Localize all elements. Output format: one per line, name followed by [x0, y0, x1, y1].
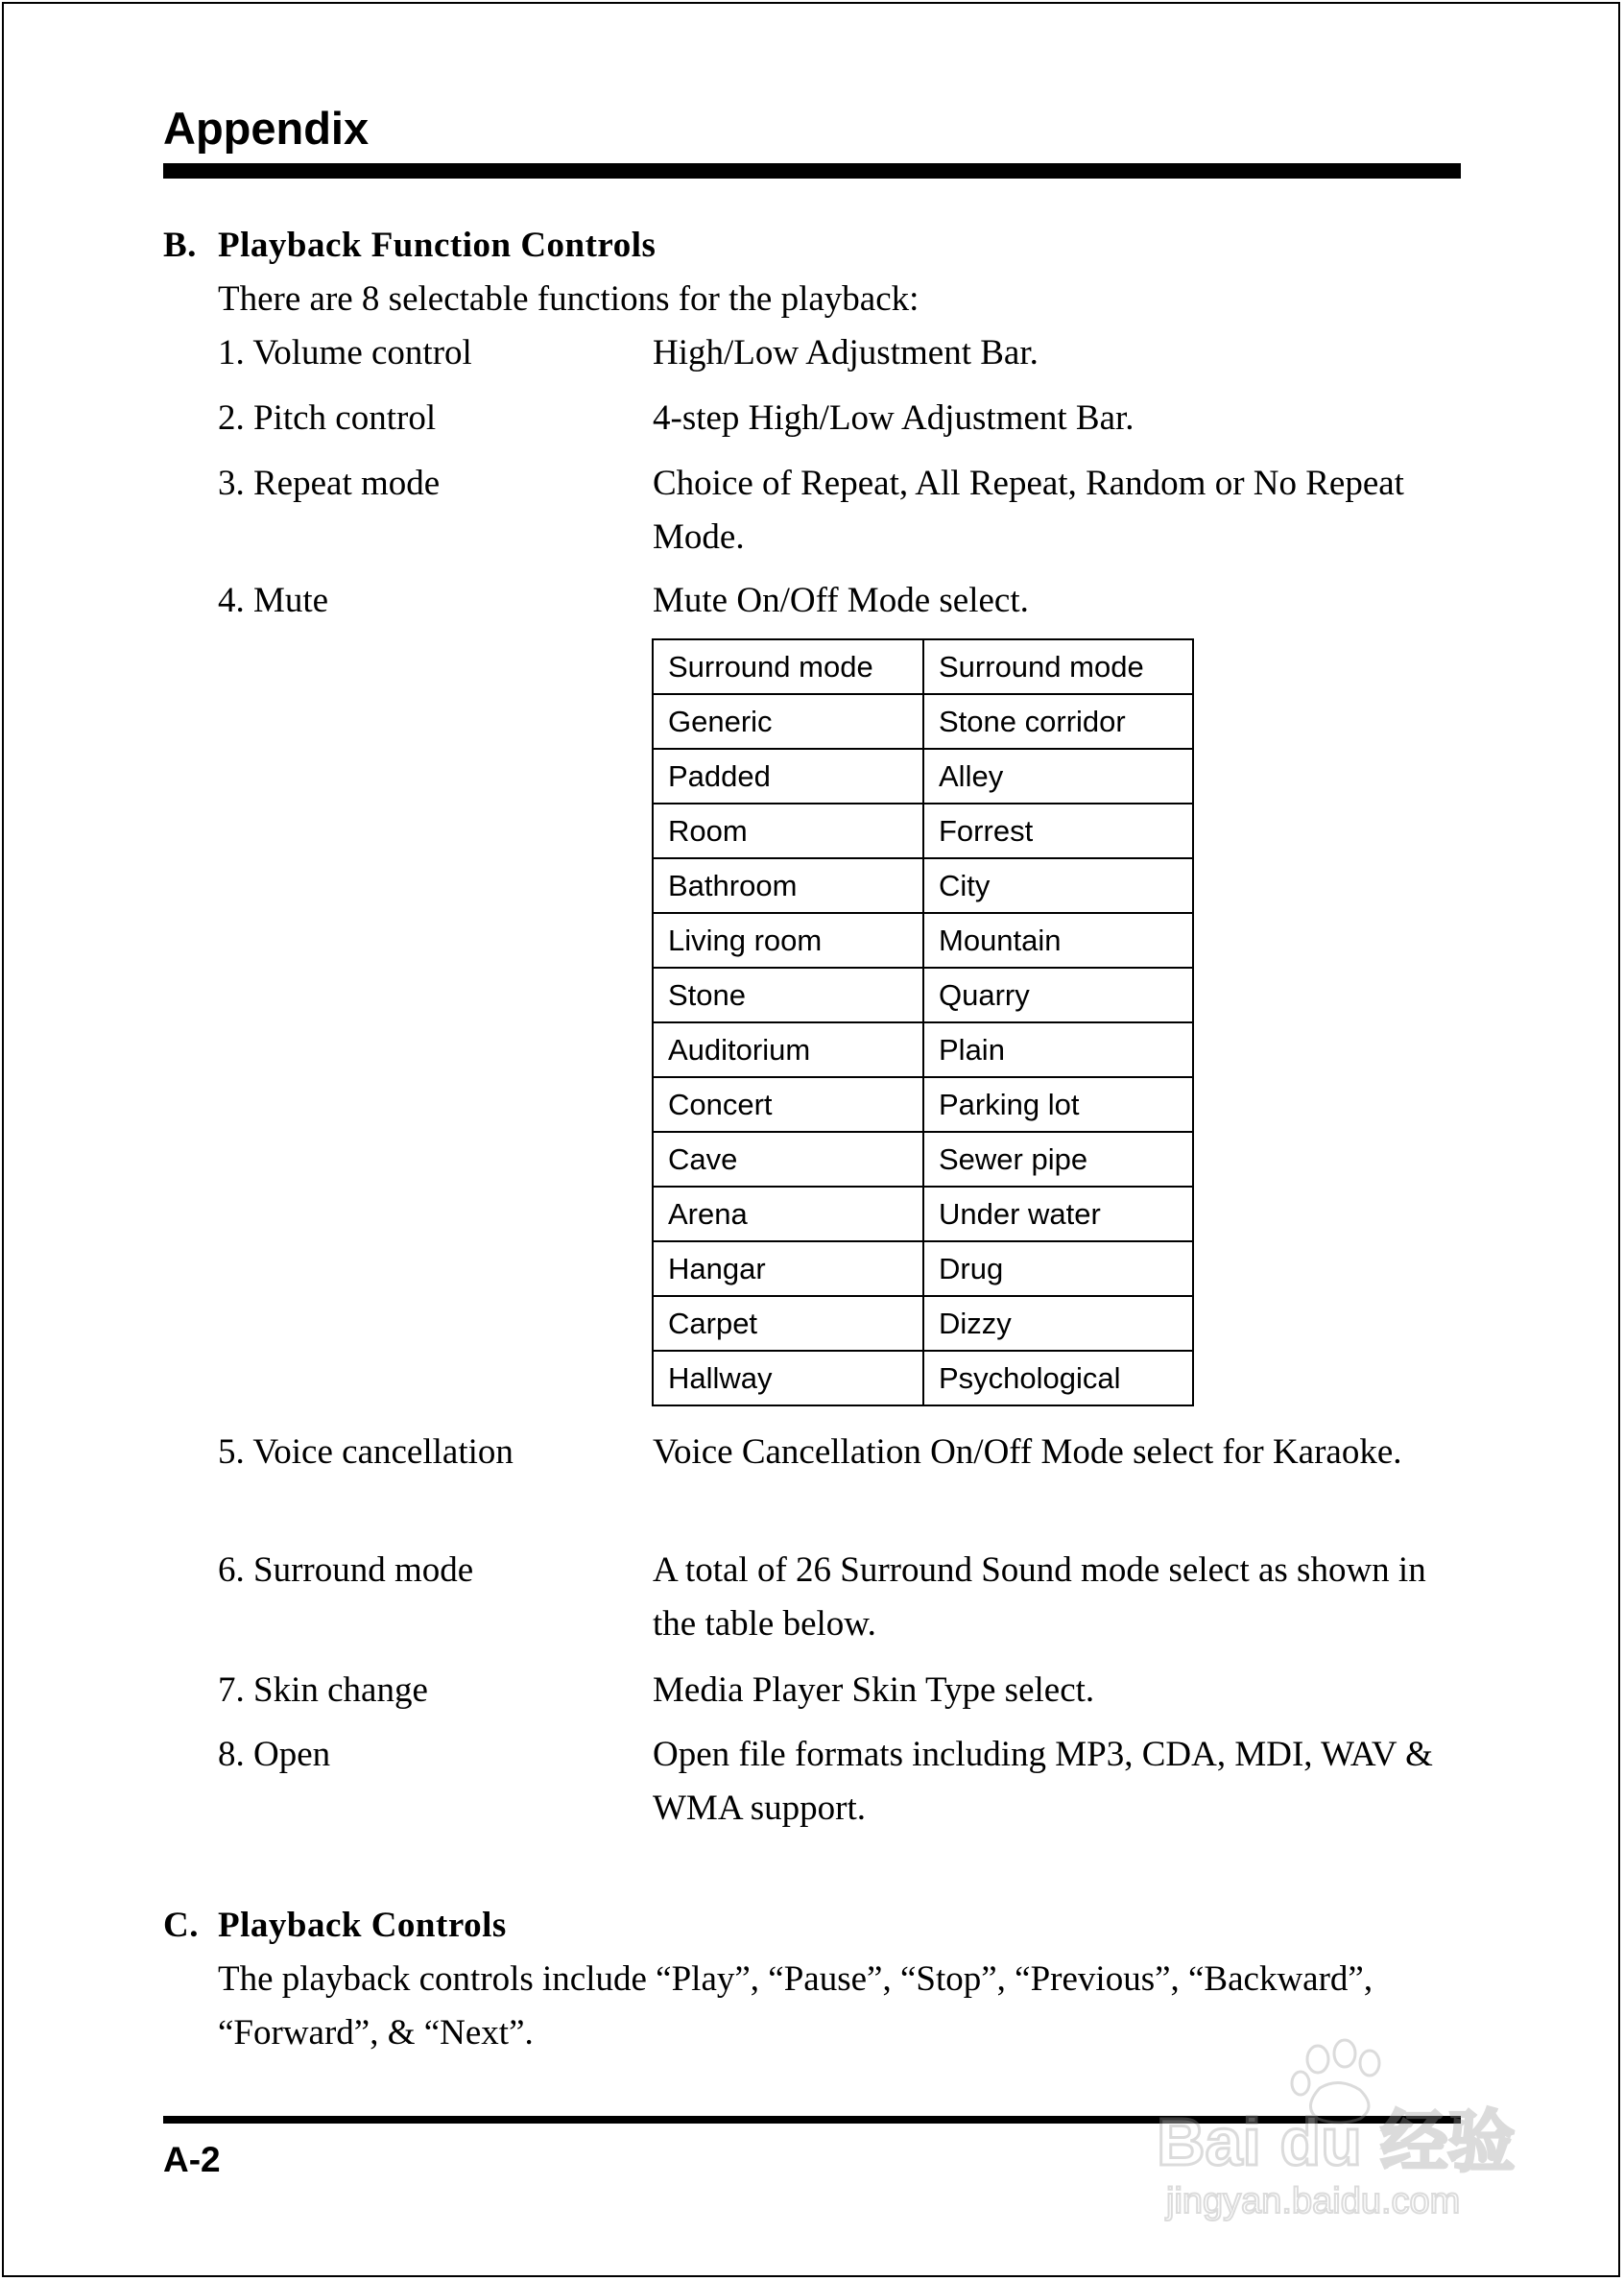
- table-row: [653, 749, 1193, 804]
- table-cell: Drug: [923, 1241, 1193, 1296]
- header-rule: [163, 163, 1461, 179]
- function-desc: 4-step High/Low Adjustment Bar.: [653, 398, 1134, 438]
- table-row: [653, 1351, 1193, 1405]
- svg-text:Bai du 经验: Bai du 经验: [1157, 2104, 1516, 2179]
- table-row: [653, 804, 1193, 858]
- table-row: [653, 913, 1193, 968]
- function-desc: High/Low Adjustment Bar.: [653, 333, 1039, 372]
- table-row: [653, 858, 1193, 913]
- table-row: [653, 1132, 1193, 1187]
- table-cell: Bathroom: [653, 858, 923, 913]
- table-cell: Hangar: [653, 1241, 923, 1296]
- table-cell: Living room: [653, 913, 923, 968]
- table-cell: Arena: [653, 1187, 923, 1241]
- section-c-letter: C.: [163, 1906, 199, 1945]
- table-row: [653, 1241, 1193, 1296]
- function-label: 2. Pitch control: [218, 398, 437, 438]
- table-header-cell: Surround mode: [653, 639, 923, 694]
- table-row: [653, 968, 1193, 1022]
- section-b-letter: B.: [163, 226, 197, 265]
- table-header-cell: Surround mode: [923, 639, 1193, 694]
- function-desc: Media Player Skin Type select.: [653, 1670, 1095, 1710]
- table-cell: Hallway: [653, 1351, 923, 1405]
- function-label: 5. Voice cancellation: [218, 1432, 513, 1472]
- function-desc: Voice Cancellation On/Off Mode select for Karaoke.: [653, 1432, 1402, 1472]
- function-desc: Choice of Repeat, All Repeat, Random or No Repeat Mode.: [653, 464, 1404, 557]
- table-row: [653, 1296, 1193, 1351]
- table-cell: Stone corridor: [923, 694, 1193, 749]
- page-title: Appendix: [163, 103, 370, 154]
- table-cell: Room: [653, 804, 923, 858]
- function-desc: Mute On/Off Mode select.: [653, 581, 1029, 620]
- table-row: [653, 694, 1193, 749]
- table-cell: Sewer pipe: [923, 1132, 1193, 1187]
- function-desc: Open file formats including MP3, CDA, MDI, WAV & WMA support.: [653, 1735, 1433, 1828]
- table-cell: Under water: [923, 1187, 1193, 1241]
- table-cell: Forrest: [923, 804, 1193, 858]
- function-label: 4. Mute: [218, 581, 329, 620]
- table-row: [653, 1022, 1193, 1077]
- table-cell: Alley: [923, 749, 1193, 804]
- section-c-title: Playback Controls: [218, 1906, 507, 1945]
- function-label: 7. Skin change: [218, 1670, 428, 1710]
- svg-text:jingyan.baidu.com: jingyan.baidu.com: [1166, 2181, 1461, 2221]
- table-cell: Plain: [923, 1022, 1193, 1077]
- section-b-title: Playback Function Controls: [218, 226, 657, 265]
- function-label: 3. Repeat mode: [218, 464, 441, 503]
- section-c-body: The playback controls include “Play”, “Pause”, “Stop”, “Previous”, “Backward”, “Forward”, & “Next”.: [218, 1959, 1373, 2053]
- table-row: [653, 1187, 1193, 1241]
- section-b-intro: There are 8 selectable functions for the playback:: [218, 279, 919, 319]
- table-cell: City: [923, 858, 1193, 913]
- function-label: 8. Open: [218, 1735, 331, 1774]
- table-row: [653, 1077, 1193, 1132]
- surround-modes-table: [652, 638, 1194, 1406]
- table-cell: Cave: [653, 1132, 923, 1187]
- function-label: 6. Surround mode: [218, 1550, 474, 1590]
- table-cell: Psychological: [923, 1351, 1193, 1405]
- table-header-row: [653, 639, 1193, 694]
- section-b-heading: [163, 219, 656, 273]
- table-cell: Mountain: [923, 913, 1193, 968]
- table-cell: Auditorium: [653, 1022, 923, 1077]
- table-cell: Padded: [653, 749, 923, 804]
- baidu-watermark-logo: [1147, 2030, 1531, 2222]
- table-cell: Quarry: [923, 968, 1193, 1022]
- table-cell: Parking lot: [923, 1077, 1193, 1132]
- table-cell: Dizzy: [923, 1296, 1193, 1351]
- section-c-heading: [163, 1899, 507, 1953]
- page-number: A-2: [163, 2140, 221, 2179]
- table-cell: Carpet: [653, 1296, 923, 1351]
- table-cell: Stone: [653, 968, 923, 1022]
- function-label: 1. Volume control: [218, 333, 472, 372]
- table-cell: Concert: [653, 1077, 923, 1132]
- function-desc: A total of 26 Surround Sound mode select as shown in the table below.: [653, 1550, 1426, 1644]
- table-cell: Generic: [653, 694, 923, 749]
